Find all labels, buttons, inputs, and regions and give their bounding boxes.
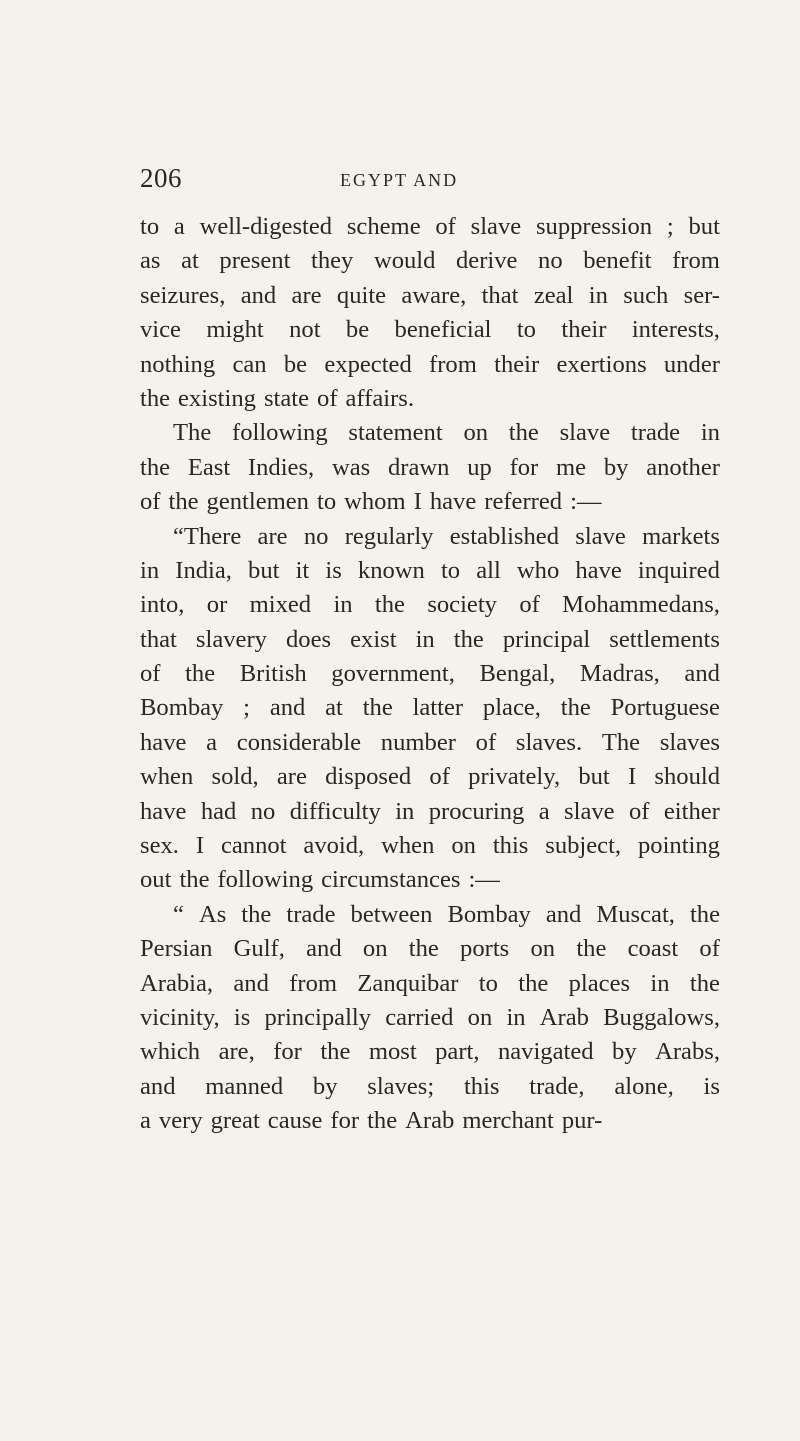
text-line: [140, 244, 720, 278]
word: I: [413, 488, 422, 516]
word: by: [312, 1072, 338, 1100]
word: is: [325, 556, 342, 584]
word: Buggalows,: [603, 1003, 720, 1031]
word: the: [241, 900, 272, 928]
word: places: [568, 969, 631, 997]
word: great: [210, 1107, 260, 1135]
word: but: [688, 213, 720, 240]
word: would: [373, 247, 436, 275]
word: another: [646, 453, 720, 481]
text-line: [140, 554, 720, 588]
word: they: [311, 247, 354, 275]
word: ser-: [683, 281, 720, 309]
word: had: [200, 797, 237, 825]
text-line: [140, 726, 720, 760]
word: Gulf,: [233, 935, 285, 963]
word: mixed: [249, 591, 312, 619]
word: in: [140, 556, 160, 584]
word: gentlemen: [206, 488, 309, 516]
word: is: [703, 1072, 720, 1100]
word: to: [140, 213, 160, 240]
word: procuring: [428, 797, 525, 825]
word: Arabs,: [655, 1038, 720, 1066]
text-line: [140, 829, 720, 863]
text-line: [140, 691, 720, 725]
word: of: [140, 488, 161, 516]
word: who: [516, 556, 560, 584]
word: from: [672, 247, 720, 275]
word: the: [168, 488, 199, 516]
word: are: [291, 281, 322, 309]
word: to: [440, 556, 461, 584]
word: Bengal,: [479, 660, 556, 688]
word: the: [185, 660, 216, 688]
word: should: [654, 763, 720, 791]
word: which: [140, 1038, 201, 1066]
word: vice: [140, 316, 181, 344]
word: not: [289, 316, 321, 344]
word: the: [576, 935, 607, 963]
word: pur-: [561, 1107, 603, 1135]
text-line: [140, 863, 720, 897]
text-line: [140, 485, 720, 519]
word: the: [453, 625, 484, 653]
text-line: [140, 657, 720, 691]
word: trade,: [529, 1072, 585, 1100]
word: be: [345, 316, 370, 344]
word: privately,: [468, 763, 561, 791]
word: of: [435, 213, 456, 240]
text-line: [140, 382, 720, 416]
text-line: [140, 588, 720, 622]
word: As: [198, 900, 227, 928]
word: me: [556, 453, 587, 481]
word: Bombay: [447, 900, 531, 928]
word: inquired: [637, 556, 720, 584]
word: place,: [482, 694, 541, 722]
word: in: [333, 591, 353, 619]
word: but: [578, 763, 610, 791]
word: the: [367, 1107, 398, 1135]
word: exertions: [556, 350, 647, 378]
word: a: [140, 1107, 151, 1135]
word: Bombay: [140, 694, 224, 722]
word: principally: [264, 1003, 372, 1031]
word: affairs.: [345, 384, 415, 412]
word: this: [463, 1072, 500, 1100]
word: from: [289, 969, 338, 997]
word: of: [317, 384, 338, 412]
word: regularly: [344, 522, 434, 550]
word: slave: [470, 213, 522, 240]
word: on: [463, 419, 489, 447]
text-line: [140, 1001, 720, 1035]
word: such: [623, 281, 669, 309]
word: subject,: [545, 832, 622, 860]
word: it: [295, 556, 310, 584]
word: slaves;: [367, 1072, 435, 1100]
word: very: [158, 1107, 203, 1135]
word: can: [232, 350, 267, 378]
word: is: [233, 1003, 251, 1031]
word: the: [508, 419, 539, 447]
word: ports: [460, 935, 510, 963]
word: drawn: [387, 453, 450, 481]
word: latter: [412, 694, 464, 722]
word: considerable: [236, 728, 362, 756]
word: out: [140, 866, 172, 894]
word: seizures,: [140, 281, 226, 309]
word: expected: [324, 350, 412, 378]
word: slave: [559, 419, 611, 447]
text-line: [140, 313, 720, 347]
word: principal: [502, 625, 591, 653]
word: of: [429, 763, 450, 791]
word: of: [519, 591, 540, 619]
word: aware,: [401, 281, 467, 309]
word: have: [140, 728, 187, 756]
word: Arabia,: [140, 969, 214, 997]
word: or: [206, 591, 228, 619]
word: for: [509, 453, 539, 481]
page-number: 206: [140, 163, 182, 193]
word: most: [368, 1038, 417, 1066]
text-line: [140, 520, 720, 554]
word: but: [248, 556, 280, 584]
word: the: [140, 453, 171, 481]
word: are,: [218, 1038, 255, 1066]
text-line: [140, 623, 720, 657]
word: following: [232, 419, 328, 447]
word: part,: [435, 1038, 480, 1066]
word: India,: [175, 556, 232, 584]
word: benefit: [583, 247, 652, 275]
word: cannot: [220, 832, 287, 860]
word: Madras,: [579, 660, 660, 688]
word: avoid,: [303, 832, 365, 860]
word: present: [219, 247, 291, 275]
word: state: [263, 384, 310, 412]
word: when: [140, 763, 194, 791]
word: the: [320, 1038, 351, 1066]
word: The: [601, 728, 641, 756]
word: slave: [564, 797, 615, 825]
word: Muscat,: [596, 900, 675, 928]
word: in: [588, 281, 608, 309]
word: no: [250, 797, 276, 825]
word: for: [330, 1107, 360, 1135]
text-line: [140, 932, 720, 966]
word: the: [362, 694, 393, 722]
word: from: [429, 350, 477, 378]
text-line: [140, 279, 720, 313]
word: no: [303, 522, 329, 550]
word: slaves.: [515, 728, 583, 756]
word: and: [306, 935, 342, 963]
word: have: [575, 556, 622, 584]
word: by: [603, 453, 629, 481]
word: settlements: [609, 625, 720, 653]
word: on: [530, 935, 556, 963]
word: carried: [385, 1003, 454, 1031]
text-line: [140, 210, 720, 244]
word: and: [240, 281, 277, 309]
word: on: [362, 935, 388, 963]
word: as: [140, 247, 161, 275]
word: on: [467, 1003, 493, 1031]
page-header: [140, 163, 720, 203]
word: does: [285, 625, 332, 653]
word: the: [374, 591, 405, 619]
word: “: [173, 900, 184, 928]
word: when: [381, 832, 435, 860]
word: well-digested: [199, 213, 333, 240]
word: might: [206, 316, 264, 344]
word: nothing: [140, 350, 216, 378]
word: alone,: [614, 1072, 674, 1100]
word: on: [451, 832, 476, 860]
word: Arab: [405, 1107, 455, 1135]
word: :—: [570, 488, 602, 516]
word: society: [427, 591, 497, 619]
text-line: [140, 348, 720, 382]
text-line: [140, 898, 720, 932]
word: in: [650, 969, 670, 997]
word: and: [140, 1072, 176, 1100]
word: to: [316, 488, 337, 516]
word: exist: [350, 625, 397, 653]
word: British: [239, 660, 307, 688]
word: ;: [243, 694, 250, 722]
word: zeal: [533, 281, 574, 309]
word: ;: [666, 213, 674, 240]
word: vicinity,: [140, 1003, 220, 1031]
word: manned: [205, 1072, 284, 1100]
word: pointing: [637, 832, 720, 860]
word: beneficial: [394, 316, 492, 344]
word: :—: [468, 866, 500, 894]
word: trade: [630, 419, 681, 447]
word: of: [140, 660, 161, 688]
body-text: [140, 210, 720, 1139]
word: into,: [140, 591, 185, 619]
word: quite: [336, 281, 387, 309]
word: “There: [173, 522, 242, 550]
word: up: [467, 453, 492, 481]
word: Zanquibar: [357, 969, 459, 997]
word: Mohammedans,: [562, 591, 720, 619]
word: navigated: [497, 1038, 594, 1066]
word: their: [494, 350, 540, 378]
word: scheme: [346, 213, 421, 240]
word: circumstances: [321, 866, 461, 894]
word: the: [560, 694, 591, 722]
word: of: [699, 935, 720, 963]
word: whom: [344, 488, 406, 516]
word: Indies,: [247, 453, 315, 481]
word: be: [283, 350, 308, 378]
word: in: [415, 625, 435, 653]
word: and: [684, 660, 720, 688]
word: a: [206, 728, 218, 756]
word: Persian: [140, 935, 213, 963]
word: their: [561, 316, 607, 344]
word: slavery: [195, 625, 267, 653]
word: Portuguese: [610, 694, 720, 722]
word: I: [195, 832, 205, 860]
word: cause: [267, 1107, 323, 1135]
word: referred: [484, 488, 563, 516]
text-line: [140, 795, 720, 829]
text-line: [140, 760, 720, 794]
word: all: [476, 556, 501, 584]
word: to: [478, 969, 498, 997]
word: difficulty: [289, 797, 381, 825]
word: the: [689, 900, 720, 928]
word: slave: [575, 522, 626, 550]
word: statement: [348, 419, 443, 447]
word: sex.: [140, 832, 179, 860]
word: by: [612, 1038, 637, 1066]
text-line: [140, 416, 720, 450]
word: merchant: [462, 1107, 554, 1135]
word: the: [518, 969, 549, 997]
word: are: [257, 522, 288, 550]
word: are: [276, 763, 307, 791]
word: trade: [286, 900, 336, 928]
word: under: [663, 350, 720, 378]
word: government,: [331, 660, 455, 688]
word: derive: [456, 247, 518, 275]
word: existing: [178, 384, 256, 412]
word: a: [173, 213, 185, 240]
text-line: [140, 451, 720, 485]
word: known: [357, 556, 425, 584]
word: suppression: [535, 213, 653, 240]
word: The: [173, 419, 212, 447]
word: no: [538, 247, 563, 275]
word: of: [628, 797, 650, 825]
word: the: [179, 866, 210, 894]
word: I: [627, 763, 637, 791]
text-line: [140, 1070, 720, 1104]
word: either: [663, 797, 720, 825]
word: East: [187, 453, 231, 481]
word: Arab: [539, 1003, 589, 1031]
word: a: [538, 797, 550, 825]
word: and: [269, 694, 306, 722]
word: in: [506, 1003, 526, 1031]
word: the: [689, 969, 720, 997]
word: at: [181, 247, 199, 275]
word: at: [325, 694, 343, 722]
word: that: [140, 625, 177, 653]
word: have: [140, 797, 187, 825]
text-line: [140, 1104, 720, 1138]
word: following: [217, 866, 314, 894]
word: the: [140, 384, 171, 412]
word: slaves: [659, 728, 720, 756]
word: have: [429, 488, 477, 516]
word: number: [380, 728, 456, 756]
text-line: [140, 1035, 720, 1069]
word: and: [233, 969, 269, 997]
word: to: [516, 316, 536, 344]
word: established: [449, 522, 560, 550]
word: between: [350, 900, 433, 928]
running-title: EGYPT AND: [340, 170, 459, 190]
word: interests,: [631, 316, 720, 344]
word: in: [700, 419, 720, 447]
word: of: [475, 728, 497, 756]
word: markets: [642, 522, 720, 550]
word: coast: [627, 935, 679, 963]
word: and: [545, 900, 582, 928]
word: the: [408, 935, 439, 963]
text-line: [140, 967, 720, 1001]
word: sold,: [211, 763, 259, 791]
word: this: [492, 832, 529, 860]
word: for: [273, 1038, 302, 1066]
word: was: [331, 453, 371, 481]
word: disposed: [325, 763, 412, 791]
word: that: [481, 281, 519, 309]
word: in: [395, 797, 415, 825]
